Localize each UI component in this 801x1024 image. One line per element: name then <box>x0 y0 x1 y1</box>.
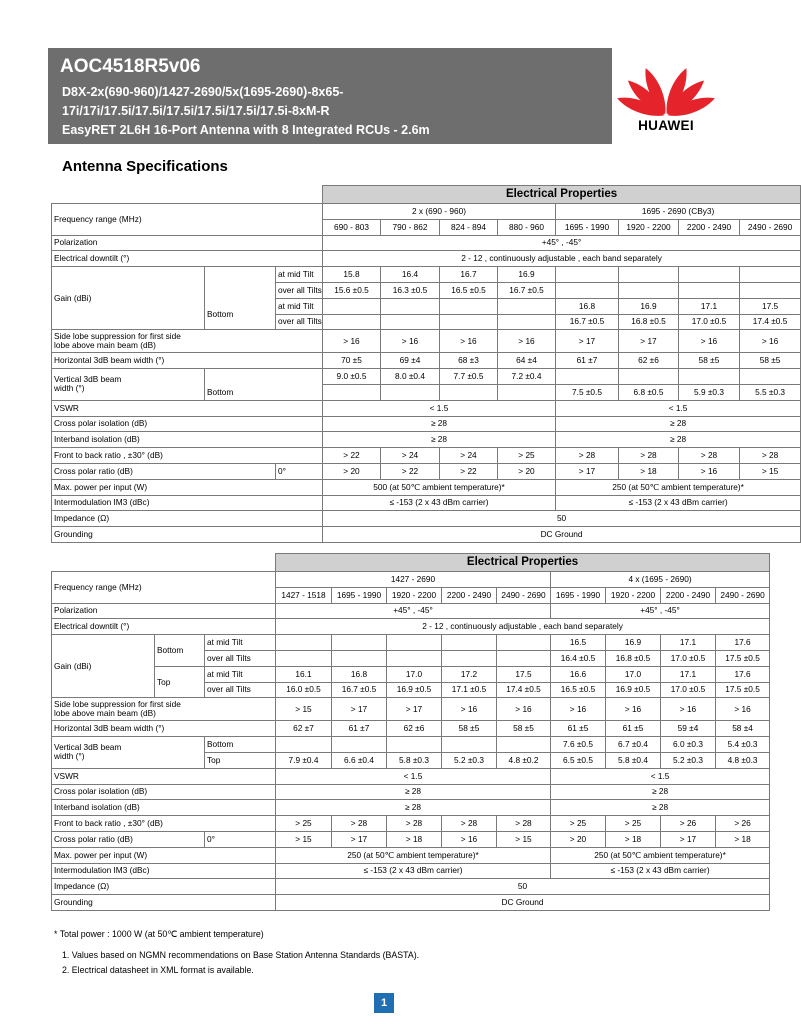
value-cell: ≥ 28 <box>276 784 551 800</box>
value-cell: 15.8 <box>323 267 381 283</box>
band-header-cell: 1695 - 1990 <box>551 587 606 603</box>
value-cell: 62 ±6 <box>619 353 679 369</box>
value-cell: 7.2 ±0.4 <box>498 369 556 385</box>
value-cell: > 25 <box>551 816 606 832</box>
value-cell: 16.9 <box>498 267 556 283</box>
value-cell: 16.7 <box>440 267 498 283</box>
value-cell <box>276 650 332 666</box>
value-cell: 16.3 ±0.5 <box>381 282 440 298</box>
value-cell: > 16 <box>440 330 498 353</box>
sub-label: at mid Tilt <box>205 666 276 682</box>
value-cell <box>619 267 679 283</box>
band-group: 4 x (1695 - 2690) <box>551 572 770 588</box>
angle-label: 0° <box>276 463 323 479</box>
band-group: 2 x (690 - 960) <box>323 204 556 220</box>
value-cell: ≥ 28 <box>323 432 556 448</box>
row-label: Front to back ratio , ±30° (dB) <box>52 816 276 832</box>
sub-label: over all Tilts <box>276 314 323 330</box>
value-cell: 16.6 <box>551 666 606 682</box>
value-cell <box>497 650 551 666</box>
value-cell <box>556 267 619 283</box>
value-cell: 61 ±5 <box>606 721 661 737</box>
row-label: Frequency range (MHz) <box>52 572 276 604</box>
value-cell: > 28 <box>442 816 497 832</box>
value-cell <box>497 737 551 753</box>
value-cell: > 24 <box>381 448 440 464</box>
value-cell: 16.8 ±0.5 <box>619 314 679 330</box>
value-cell: 250 (at 50℃ ambient temperature)* <box>556 479 801 495</box>
value-cell: 17.0 <box>606 666 661 682</box>
band-header-cell: 824 - 894 <box>440 219 498 235</box>
value-cell: 5.5 ±0.3 <box>740 384 801 400</box>
value-cell: 6.0 ±0.3 <box>661 737 716 753</box>
value-cell <box>442 737 497 753</box>
value-cell: 16.4 <box>381 267 440 283</box>
value-cell: 16.0 ±0.5 <box>276 682 332 698</box>
value-cell: > 25 <box>276 816 332 832</box>
value-cell: > 16 <box>551 698 606 721</box>
value-cell: > 17 <box>619 330 679 353</box>
row-label: Electrical downtilt (°) <box>52 619 276 635</box>
value-cell: 7.5 ±0.5 <box>556 384 619 400</box>
value-cell <box>498 314 556 330</box>
value-cell: ≥ 28 <box>556 416 801 432</box>
value-cell: > 18 <box>387 831 442 847</box>
row-label: Impedance (Ω) <box>52 879 276 895</box>
value-cell <box>387 650 442 666</box>
value-cell <box>619 369 679 385</box>
value-cell: > 26 <box>716 816 770 832</box>
band-header-cell: 2200 - 2490 <box>661 587 716 603</box>
value-cell: > 17 <box>332 698 387 721</box>
band-header-cell: 2200 - 2490 <box>442 587 497 603</box>
sub-label: at mid Tilt <box>205 635 276 651</box>
value-cell: 17.0 <box>387 666 442 682</box>
value-cell <box>556 282 619 298</box>
value-cell: 58 ±5 <box>442 721 497 737</box>
value-cell: 70 ±5 <box>323 353 381 369</box>
value-cell <box>332 737 387 753</box>
value-cell <box>440 298 498 314</box>
value-cell <box>323 298 381 314</box>
value-cell: 17.0 ±0.5 <box>661 650 716 666</box>
value-cell: > 15 <box>740 463 801 479</box>
band-header-cell: 1695 - 1990 <box>556 219 619 235</box>
value-cell: 50 <box>323 511 801 527</box>
value-cell: 16.7 ±0.5 <box>556 314 619 330</box>
value-cell: 7.6 ±0.5 <box>551 737 606 753</box>
value-cell: > 28 <box>556 448 619 464</box>
header-banner <box>48 48 720 144</box>
value-cell: > 25 <box>606 816 661 832</box>
row-label <box>52 737 205 769</box>
row-label: Electrical downtilt (°) <box>52 251 323 267</box>
row-label: Intermodulation IM3 (dBc) <box>52 863 276 879</box>
value-cell <box>381 384 440 400</box>
value-cell: 6.6 ±0.4 <box>332 752 387 768</box>
value-cell: > 28 <box>740 448 801 464</box>
value-cell: > 17 <box>556 463 619 479</box>
value-cell: 6.5 ±0.5 <box>551 752 606 768</box>
row-label: Max. power per input (W) <box>52 479 323 495</box>
row-label <box>52 369 205 401</box>
value-cell: < 1.5 <box>276 768 551 784</box>
value-cell: 16.9 ±0.5 <box>387 682 442 698</box>
page-number: 1 <box>374 993 394 1013</box>
row-label: Impedance (Ω) <box>52 511 323 527</box>
value-cell: 58 ±5 <box>679 353 740 369</box>
value-cell: > 20 <box>498 463 556 479</box>
value-cell: > 20 <box>323 463 381 479</box>
table-title: Electrical Properties <box>276 554 770 572</box>
value-cell: 69 ±4 <box>381 353 440 369</box>
value-cell: 17.0 ±0.5 <box>679 314 740 330</box>
value-cell: > 16 <box>716 698 770 721</box>
row-label: Gain (dBi) <box>52 267 205 330</box>
value-cell: 9.0 ±0.5 <box>323 369 381 385</box>
value-cell: 5.8 ±0.4 <box>606 752 661 768</box>
table-title: Electrical Properties <box>323 186 801 204</box>
value-cell: +45° , -45° <box>551 603 770 619</box>
value-cell: 61 ±7 <box>332 721 387 737</box>
value-cell: ≤ -153 (2 x 43 dBm carrier) <box>323 495 556 511</box>
label-line: Side lobe suppression for first side <box>54 331 181 342</box>
value-cell: 17.6 <box>716 666 770 682</box>
note-1: 1. Values based on NGMN recommendations on Base Station Antenna Standards (BASTA). <box>62 950 420 960</box>
value-cell: > 16 <box>442 698 497 721</box>
value-cell: > 18 <box>606 831 661 847</box>
value-cell <box>442 635 497 651</box>
value-cell: 7.9 ±0.4 <box>276 752 332 768</box>
value-cell: 17.4 ±0.5 <box>740 314 801 330</box>
value-cell: > 22 <box>440 463 498 479</box>
sub-label: Bottom <box>155 635 205 667</box>
value-cell: ≥ 28 <box>556 432 801 448</box>
band-header-cell: 690 - 803 <box>323 219 381 235</box>
value-cell: +45° , -45° <box>323 235 801 251</box>
value-cell: > 16 <box>323 330 381 353</box>
value-cell: > 20 <box>551 831 606 847</box>
row-label: Horizontal 3dB beam width (°) <box>52 353 323 369</box>
value-cell: 61 ±5 <box>551 721 606 737</box>
value-cell: DC Ground <box>276 895 770 911</box>
value-cell: > 15 <box>276 831 332 847</box>
value-cell <box>332 650 387 666</box>
value-cell: 7.7 ±0.5 <box>440 369 498 385</box>
value-cell: 250 (at 50℃ ambient temperature)* <box>276 847 551 863</box>
value-cell: > 24 <box>440 448 498 464</box>
value-cell: 16.1 <box>276 666 332 682</box>
value-cell: ≤ -153 (2 x 43 dBm carrier) <box>556 495 801 511</box>
value-cell <box>440 314 498 330</box>
row-label: Grounding <box>52 527 323 543</box>
value-cell: 16.9 <box>606 635 661 651</box>
value-cell <box>440 384 498 400</box>
value-cell: < 1.5 <box>556 400 801 416</box>
value-cell: > 16 <box>442 831 497 847</box>
value-cell: < 1.5 <box>551 768 770 784</box>
value-cell: 16.4 ±0.5 <box>551 650 606 666</box>
value-cell: 17.1 ±0.5 <box>442 682 497 698</box>
band-header-cell: 1920 - 2200 <box>387 587 442 603</box>
value-cell: > 16 <box>497 698 551 721</box>
row-label <box>52 330 323 353</box>
band-group: 1695 - 2690 (CBy3) <box>556 204 801 220</box>
value-cell: 16.8 <box>332 666 387 682</box>
label-line: width (°) <box>54 751 85 762</box>
value-cell <box>323 314 381 330</box>
footnote-total-power: * Total power : 1000 W (at 50℃ ambient temperature) <box>54 929 264 939</box>
sub-label: Bottom <box>205 737 276 753</box>
value-cell <box>498 298 556 314</box>
label-line: lobe above main beam (dB) <box>54 340 156 351</box>
label-line: Vertical 3dB beam <box>54 374 122 385</box>
value-cell: 17.1 <box>661 635 716 651</box>
value-cell: 17.0 ±0.5 <box>661 682 716 698</box>
value-cell: > 17 <box>661 831 716 847</box>
brand-logo <box>612 48 720 144</box>
value-cell: 250 (at 50℃ ambient temperature)* <box>551 847 770 863</box>
value-cell <box>381 314 440 330</box>
row-label: Interband isolation (dB) <box>52 800 276 816</box>
value-cell: 5.2 ±0.3 <box>442 752 497 768</box>
value-cell <box>619 282 679 298</box>
band-header-cell: 1427 - 1518 <box>276 587 332 603</box>
value-cell: 17.5 ±0.5 <box>716 682 770 698</box>
value-cell: 16.9 ±0.5 <box>606 682 661 698</box>
value-cell: 59 ±4 <box>661 721 716 737</box>
sub-label: at mid Tilt <box>276 298 323 314</box>
model-desc-line1: D8X-2x(690-960)/1427-2690/5x(1695-2690)-8x65- <box>62 85 344 99</box>
value-cell: 2 - 12 , continuously adjustable , each band separately <box>323 251 801 267</box>
value-cell <box>679 267 740 283</box>
value-cell: 16.9 <box>619 298 679 314</box>
value-cell: +45° , -45° <box>276 603 551 619</box>
value-cell: > 16 <box>661 698 716 721</box>
value-cell: 50 <box>276 879 770 895</box>
row-label: Cross polar ratio (dB) <box>52 831 205 847</box>
band-group: 1427 - 2690 <box>276 572 551 588</box>
electrical-properties-table-2 <box>51 553 770 911</box>
sub-label: Top <box>205 752 276 768</box>
sub-label: Bottom <box>205 384 323 400</box>
value-cell: > 16 <box>606 698 661 721</box>
value-cell: > 17 <box>556 330 619 353</box>
value-cell: 17.1 <box>661 666 716 682</box>
value-cell: > 17 <box>387 698 442 721</box>
value-cell <box>442 650 497 666</box>
value-cell: 17.2 <box>442 666 497 682</box>
value-cell: 16.7 ±0.5 <box>332 682 387 698</box>
value-cell <box>556 369 619 385</box>
row-label: Max. power per input (W) <box>52 847 276 863</box>
value-cell: 17.5 <box>497 666 551 682</box>
band-header-cell: 2200 - 2490 <box>679 219 740 235</box>
value-cell: 64 ±4 <box>498 353 556 369</box>
value-cell: > 16 <box>740 330 801 353</box>
value-cell: 6.8 ±0.5 <box>619 384 679 400</box>
value-cell: 5.2 ±0.3 <box>661 752 716 768</box>
value-cell <box>679 369 740 385</box>
sub-label: Bottom <box>205 298 276 330</box>
label-line: lobe above main beam (dB) <box>54 708 156 719</box>
band-header-cell: 1695 - 1990 <box>332 587 387 603</box>
value-cell: > 15 <box>276 698 332 721</box>
row-label: Gain (dBi) <box>52 635 155 698</box>
band-header-cell: 790 - 862 <box>381 219 440 235</box>
value-cell: 62 ±7 <box>276 721 332 737</box>
angle-label: 0° <box>205 831 276 847</box>
value-cell: > 17 <box>332 831 387 847</box>
value-cell: ≥ 28 <box>276 800 551 816</box>
value-cell: 15.6 ±0.5 <box>323 282 381 298</box>
value-cell: > 22 <box>323 448 381 464</box>
value-cell: 4.8 ±0.2 <box>497 752 551 768</box>
value-cell: 58 ±4 <box>716 721 770 737</box>
value-cell <box>498 384 556 400</box>
label-line: Side lobe suppression for first side <box>54 699 181 710</box>
value-cell: 17.1 <box>679 298 740 314</box>
sub-label: over all Tilts <box>205 650 276 666</box>
huawei-petals-icon <box>627 62 705 116</box>
value-cell: > 28 <box>497 816 551 832</box>
value-cell: > 16 <box>679 463 740 479</box>
value-cell: 5.8 ±0.3 <box>387 752 442 768</box>
row-label: Front to back ratio , ±30° (dB) <box>52 448 323 464</box>
value-cell: > 18 <box>716 831 770 847</box>
value-cell: > 26 <box>661 816 716 832</box>
value-cell <box>740 267 801 283</box>
value-cell: 500 (at 50℃ ambient temperature)* <box>323 479 556 495</box>
row-label: Polarization <box>52 603 276 619</box>
value-cell: DC Ground <box>323 527 801 543</box>
model-desc-line2: 17i/17i/17.5i/17.5i/17.5i/17.5i/17.5i/17.5i-8xM-R <box>62 104 330 118</box>
row-label: Frequency range (MHz) <box>52 204 323 236</box>
band-header-cell: 880 - 960 <box>498 219 556 235</box>
value-cell: > 28 <box>332 816 387 832</box>
value-cell <box>323 384 381 400</box>
value-cell <box>679 282 740 298</box>
value-cell: 17.4 ±0.5 <box>497 682 551 698</box>
value-cell: 58 ±5 <box>740 353 801 369</box>
value-cell: 16.5 <box>551 635 606 651</box>
value-cell: ≥ 28 <box>551 784 770 800</box>
value-cell <box>332 635 387 651</box>
value-cell <box>387 635 442 651</box>
value-cell: 17.5 <box>740 298 801 314</box>
value-cell: 5.4 ±0.3 <box>716 737 770 753</box>
value-cell: > 16 <box>498 330 556 353</box>
row-label: Cross polar isolation (dB) <box>52 416 323 432</box>
band-header-cell: 1920 - 2200 <box>619 219 679 235</box>
band-header-cell: 2490 - 2690 <box>497 587 551 603</box>
value-cell: 17.6 <box>716 635 770 651</box>
value-cell: 16.5 ±0.5 <box>440 282 498 298</box>
value-cell <box>381 298 440 314</box>
row-label: Polarization <box>52 235 323 251</box>
value-cell: 17.5 ±0.5 <box>716 650 770 666</box>
row-label: Cross polar ratio (dB) <box>52 463 276 479</box>
value-cell: > 28 <box>387 816 442 832</box>
band-header-cell: 2490 - 2690 <box>740 219 801 235</box>
value-cell: > 28 <box>679 448 740 464</box>
row-label: VSWR <box>52 400 323 416</box>
value-cell: 58 ±5 <box>497 721 551 737</box>
value-cell: 8.0 ±0.4 <box>381 369 440 385</box>
row-label: Cross polar isolation (dB) <box>52 784 276 800</box>
value-cell: > 25 <box>498 448 556 464</box>
label-line: width (°) <box>54 383 85 394</box>
value-cell: ≤ -153 (2 x 43 dBm carrier) <box>551 863 770 879</box>
value-cell: 16.5 ±0.5 <box>551 682 606 698</box>
value-cell <box>276 737 332 753</box>
row-label <box>52 698 276 721</box>
value-cell: 16.7 ±0.5 <box>498 282 556 298</box>
label-line: Vertical 3dB beam <box>54 742 122 753</box>
model-desc-line3: EasyRET 2L6H 16-Port Antenna with 8 Integrated RCUs - 2.6m <box>62 123 430 137</box>
value-cell: 16.8 ±0.5 <box>606 650 661 666</box>
value-cell: > 16 <box>679 330 740 353</box>
value-cell <box>740 369 801 385</box>
value-cell: 16.8 <box>556 298 619 314</box>
value-cell: 6.7 ±0.4 <box>606 737 661 753</box>
model-title: AOC4518R5v06 <box>60 56 201 77</box>
value-cell: ≥ 28 <box>551 800 770 816</box>
value-cell: ≥ 28 <box>323 416 556 432</box>
row-label: Grounding <box>52 895 276 911</box>
value-cell <box>276 635 332 651</box>
row-label: Intermodulation IM3 (dBc) <box>52 495 323 511</box>
electrical-properties-table-1 <box>51 185 801 543</box>
band-header-cell: 2490 - 2690 <box>716 587 770 603</box>
value-cell: 2 - 12 , continuously adjustable , each band separately <box>276 619 770 635</box>
band-header-cell: 1920 - 2200 <box>606 587 661 603</box>
value-cell <box>387 737 442 753</box>
value-cell: < 1.5 <box>323 400 556 416</box>
value-cell: ≤ -153 (2 x 43 dBm carrier) <box>276 863 551 879</box>
row-label: Horizontal 3dB beam width (°) <box>52 721 276 737</box>
value-cell: 5.9 ±0.3 <box>679 384 740 400</box>
sub-label: over all Tilts <box>205 682 276 698</box>
value-cell: 4.8 ±0.3 <box>716 752 770 768</box>
brand-name: HUAWEI <box>638 118 694 133</box>
value-cell: 68 ±3 <box>440 353 498 369</box>
row-label: VSWR <box>52 768 276 784</box>
value-cell: > 18 <box>619 463 679 479</box>
sub-label: Top <box>155 666 205 698</box>
value-cell: > 16 <box>381 330 440 353</box>
value-cell <box>740 282 801 298</box>
note-2: 2. Electrical datasheet in XML format is available. <box>62 965 254 975</box>
value-cell <box>497 635 551 651</box>
sub-label: at mid Tilt <box>276 267 323 283</box>
value-cell: > 15 <box>497 831 551 847</box>
value-cell: 62 ±6 <box>387 721 442 737</box>
value-cell: 61 ±7 <box>556 353 619 369</box>
sub-label: over all Tilts <box>276 282 323 298</box>
value-cell: > 22 <box>381 463 440 479</box>
value-cell: > 28 <box>619 448 679 464</box>
section-title: Antenna Specifications <box>62 158 228 175</box>
row-label: Interband isolation (dB) <box>52 432 323 448</box>
